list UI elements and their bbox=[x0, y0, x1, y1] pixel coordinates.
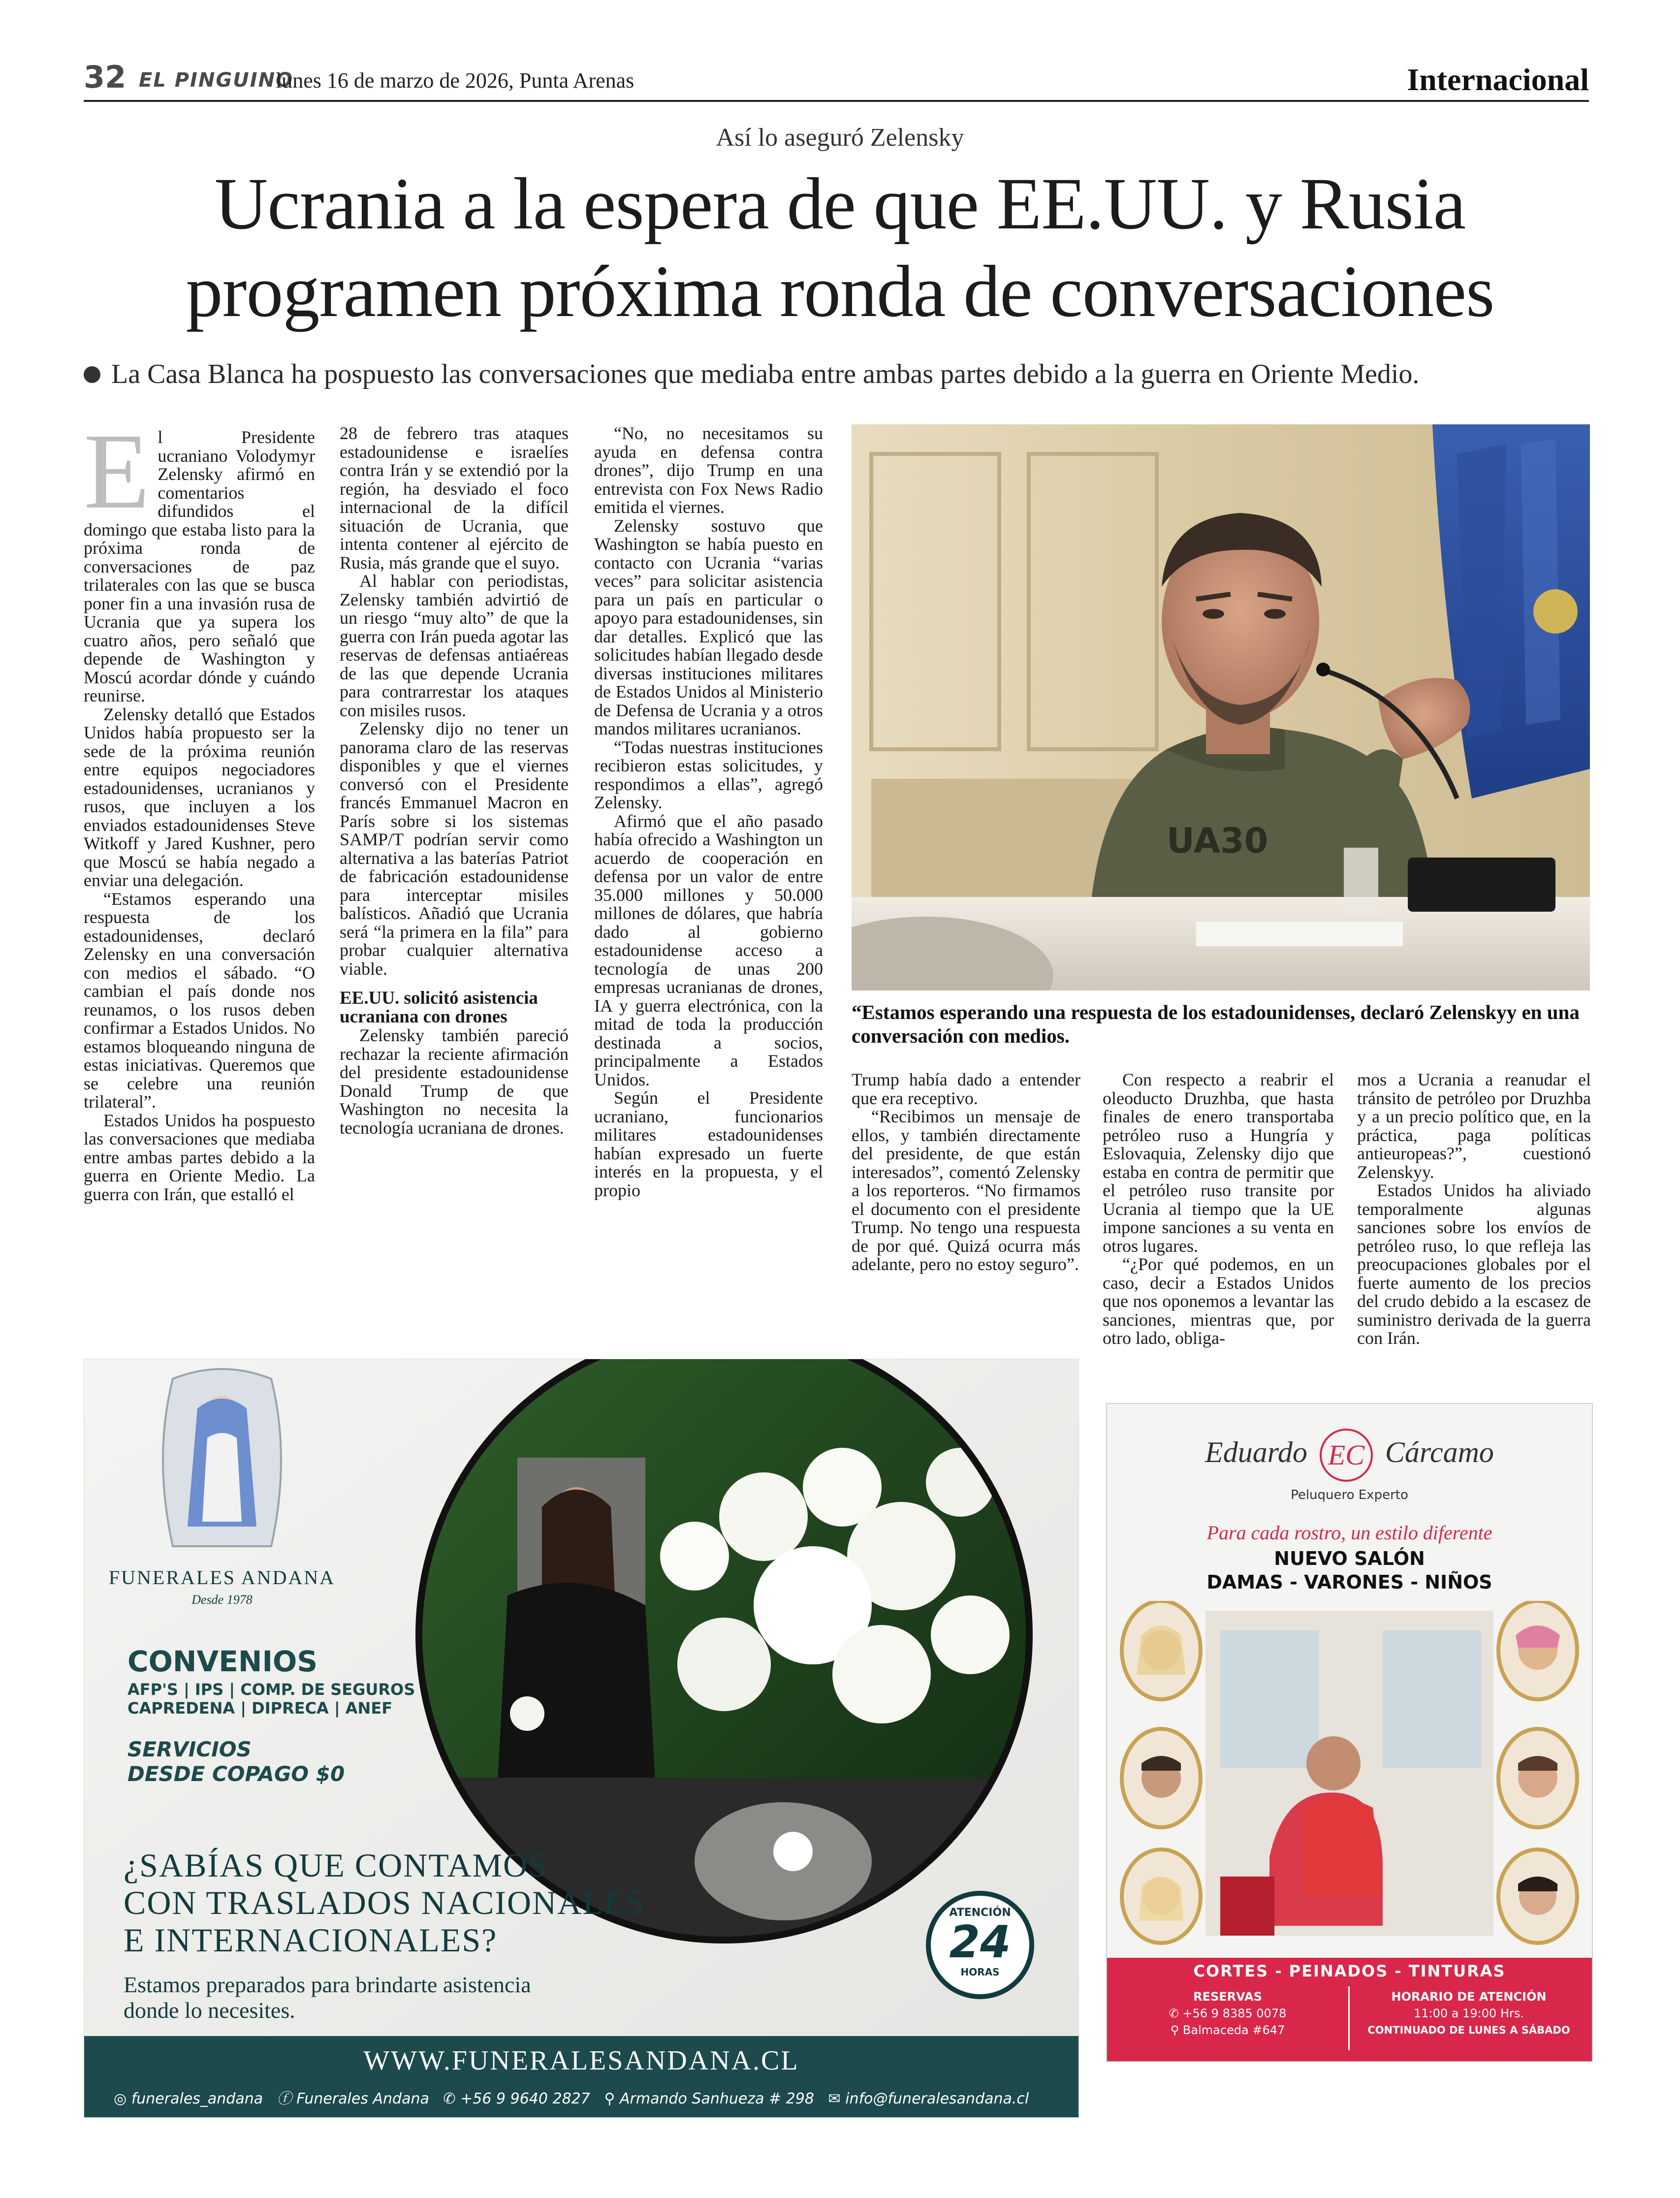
ad-salon-services: CORTES - PEINADOS - TINTURAS bbox=[1193, 1962, 1506, 1980]
bullet-icon bbox=[84, 366, 100, 383]
paragraph-text: l Presidente ucraniano Volodymyr Zelensky afirmó en comentarios difundidos el domingo que estaba listo para la próxima ronda de conversaciones de paz trilaterales con las que se busca poner fin a una invasión rusa de Ucrania que ya supera los cuatro años, pero señaló que depende de Washington y Moscú acordar dónde y cuándo reunirse. bbox=[84, 427, 315, 705]
ad-reservas-address-row bbox=[1122, 2022, 1333, 2039]
ad-question-line-2: CON TRASLADOS NACIONALES bbox=[124, 1884, 645, 1921]
article-subtitle: EE.UU. solicitó asistencia ucraniana con drones bbox=[340, 988, 538, 1027]
ad-salon-audience: DAMAS - VARONES - NIÑOS bbox=[1206, 1571, 1492, 1593]
ad-badge-top: ATENCIÓN bbox=[949, 1907, 1011, 1919]
paragraph: “Todas nuestras instituciones recibieron estas solicitudes, y respondimos a ellas”, agregó Zelensky. bbox=[594, 737, 823, 812]
ad-assist-line-2: donde lo necesites. bbox=[124, 1998, 295, 2023]
ad-salon-new: NUEVO SALÓN bbox=[1274, 1548, 1425, 1569]
ad-question bbox=[124, 1847, 645, 1959]
paragraph: Zelensky sostuvo que Washington se había puesto en contacto con Ucrania “varias veces” para solicitar asistencia para un país en particular o apoyo para estadounidenses, sin dar detalles. Explicó que las solicitudes habían llegado desde diversas instituciones militares de Estados Unidos al Ministerio de Defensa de Ucrania y a otros mandos militares ucranianos. bbox=[594, 515, 823, 738]
newspaper-logo: EL PINGUINO bbox=[139, 69, 294, 92]
headline-line-1: Ucrania a la espera de que EE.UU. y Rusia bbox=[214, 163, 1466, 245]
ad-reservas-phone-row bbox=[1122, 2005, 1333, 2022]
ad-reservas-label: RESERVAS bbox=[1193, 1990, 1262, 2004]
ad-question-line-1: ¿SABÍAS QUE CONTAMOS bbox=[124, 1847, 548, 1884]
photo-caption: “Estamos esperando una respuesta de los estadounidenses, declaró Zelenskyy en una conversación con medios. bbox=[852, 1001, 1580, 1047]
headline bbox=[69, 160, 1611, 335]
ad-horario-label: HORARIO DE ATENCIÓN bbox=[1391, 1990, 1547, 2004]
header-rule bbox=[84, 100, 1589, 102]
article-column-2 bbox=[340, 424, 569, 1137]
kicker: Así lo aseguró Zelensky bbox=[716, 124, 964, 152]
section-title: Internacional bbox=[1407, 62, 1589, 97]
ad-reservas-phone[interactable]: +56 9 8385 0078 bbox=[1182, 2007, 1287, 2020]
ad-salon-tagline: Para cada rostro, un estilo diferente bbox=[1206, 1522, 1492, 1544]
paragraph bbox=[84, 411, 315, 705]
paragraph: mos a Ucrania a reanudar el tránsito de petróleo por Druzhba y a un precio político que, en la práctica, paga políticas antieuropeas?”, cuestionó Zelenskyy. bbox=[1357, 1070, 1591, 1182]
ad-convenios-line-2: CAPREDENA | DIPRECA | ANEF bbox=[127, 1699, 393, 1718]
ad-email[interactable]: info@funeralesandana.cl bbox=[845, 2090, 1029, 2107]
ad-phone[interactable]: +56 9 9640 2827 bbox=[460, 2090, 590, 2107]
ad-salon-role: Peluquero Experto bbox=[1291, 1488, 1408, 1502]
mail-icon: ✉ bbox=[828, 2090, 846, 2107]
ad-servicios-line-1: SERVICIOS bbox=[127, 1737, 252, 1761]
paragraph: Al hablar con periodistas, Zelensky también advirtió de un riesgo “muy alto” de que la guerra con Irán pueda agotar las reservas de defensas antiaéreas de las que depende Ucrania para contrarrestar los ataques con misiles rusos. bbox=[340, 571, 569, 720]
ad-funerales-brand: FUNERALES ANDANA bbox=[108, 1566, 336, 1589]
paragraph: Afirmó que el año pasado había ofrecido a Washington un acuerdo de cooperación en defensa por un valor de entre 35.000 millones y 50.000 millones de dólares, que habría dado al gobierno estadounidense acceso a tecnología de unas 200 empresas ucranianas de drones, IA y guerra electrónica, con la mitad de toda la producción destinada a socios, principalmente a Estados Unidos. bbox=[594, 811, 823, 1089]
phone-icon: ✆ bbox=[443, 2090, 461, 2107]
ad-address: Armando Sanhueza # 298 bbox=[619, 2090, 814, 2107]
dropcap: E bbox=[84, 411, 150, 531]
paragraph: 28 de febrero tras ataques estadounidense e israelíes contra Irán y se extendió por la región, ha desviado el foco internacional de la difícil situación de Ucrania, que intenta contener al ejército de Rusia, más grande que el suyo. bbox=[340, 423, 569, 573]
ad-salon-graphic bbox=[1107, 1601, 1592, 1945]
paragraph: Según el Presidente ucraniano, funcionarios militares estadounidenses habían expresado un fuerte interés en la propuesta, y el propio bbox=[594, 1088, 823, 1200]
article-column-1 bbox=[84, 411, 315, 1204]
paragraph: Trump había dado a entender que era receptivo. bbox=[852, 1070, 1080, 1108]
ad-salon-name-left: Eduardo bbox=[1205, 1435, 1307, 1468]
ad-salon-horario bbox=[1356, 1988, 1582, 2039]
ad-funerales-since: Desde 1978 bbox=[191, 1593, 253, 1607]
ad-badge-number: 24 bbox=[949, 1916, 1011, 1968]
ad-salon-divider bbox=[1348, 1986, 1350, 2050]
ad-salon-reservas bbox=[1122, 1988, 1333, 2039]
ad-badge-bottom: HORAS bbox=[960, 1966, 1000, 1978]
location-icon: ⚲ bbox=[604, 2090, 620, 2107]
shirt-text: UA30 bbox=[1167, 821, 1268, 861]
ad-salon-footer bbox=[1107, 1958, 1592, 2061]
ad-instagram[interactable]: funerales_andana bbox=[131, 2090, 263, 2107]
paragraph: Zelensky detalló que Estados Unidos había propuesto ser la sede de la próxima reunión entre equipos negociadores estadounidenses, ucranianos y rusos, que incluyen a los enviados estadounidenses Steve Witkoff y Jared Kushner, pero que Moscú se había negado a enviar una delegación. bbox=[84, 704, 315, 890]
article-column-4 bbox=[852, 1071, 1080, 1274]
paragraph: Zelensky también pareció rechazar la reciente afirmación del presidente estadounidense Donald Trump de que Washington no necesita la tecnología ucraniana de drones. bbox=[340, 1025, 569, 1138]
ad-contact-row bbox=[114, 2086, 1064, 2108]
location-icon: ⚲ bbox=[1170, 2023, 1183, 2037]
photo-illustration bbox=[852, 424, 1590, 990]
paragraph: “Estamos esperando una respuesta de los estadounidenses, declaró Zelensky en una conversación con medios el sábado. “O cambian el país donde nos reunamos, o los rusos deben confirmar a Estados Unidos. No estamos bloqueando ninguna de estas iniciativas. Queremos que se celebre una reunión trilateral”. bbox=[84, 889, 315, 1112]
ad-assist-line-1: Estamos preparados para brindarte asistencia bbox=[124, 1972, 531, 1997]
ad-question-line-3: E INTERNACIONALES? bbox=[124, 1921, 498, 1959]
ad-salon-monogram: EC bbox=[1320, 1429, 1373, 1482]
ad-funerales-andana[interactable] bbox=[84, 1359, 1079, 2118]
subhead-text: La Casa Blanca ha pospuesto las conversaciones que mediaba entre ambas partes debido a la guerra en Oriente Medio. bbox=[111, 359, 1420, 389]
article-column-3 bbox=[594, 424, 823, 1200]
headline-line-2: programen próxima ronda de conversaciones bbox=[186, 251, 1494, 332]
article-column-5 bbox=[1103, 1071, 1334, 1348]
ad-salon-name-right: Cárcamo bbox=[1385, 1435, 1494, 1468]
ad-reservas-address: Balmaceda #647 bbox=[1182, 2023, 1285, 2037]
paragraph: Estados Unidos ha pospuesto las conversaciones que mediaba entre ambas partes debido a la guerra en Oriente Medio. La guerra con Irán, que estalló el bbox=[84, 1110, 315, 1204]
paragraph: Estados Unidos ha aliviado temporalmente algunas sanciones sobre los envíos de petróleo ruso, lo que refleja las preocupaciones globales por el fuerte aumento de los precios del crudo debido a la escasez de suministro derivada de la guerra con Irán. bbox=[1357, 1180, 1591, 1348]
paragraph: “No, no necesitamos su ayuda en defensa contra drones”, dijo Trump en una entrevista con Fox News Radio emitida el viernes. bbox=[594, 423, 823, 517]
page-number: 32 bbox=[84, 59, 127, 95]
date-line: lunes 16 de marzo de 2026, Punta Arenas bbox=[276, 68, 634, 93]
ad-24h-badge bbox=[926, 1891, 1034, 1999]
ad-salon-eduardo[interactable] bbox=[1106, 1403, 1593, 2062]
paragraph: “Recibimos un mensaje de ellos, y también directamente del presidente, de que están interesados”, comentó Zelensky a los reporteros. “No firmamos el documento con el presidente Trump. No tengo una respuesta de por qué. Quizá ocurra más adelante, pero no estoy seguro”. bbox=[852, 1107, 1080, 1274]
facebook-icon: ⓕ bbox=[277, 2090, 297, 2107]
whatsapp-icon: ✆ bbox=[1169, 2007, 1183, 2020]
ad-website-link[interactable]: WWW.FUNERALESANDANA.CL bbox=[363, 2045, 799, 2076]
ad-servicios-line-2: DESDE COPAGO $0 bbox=[127, 1762, 345, 1786]
subhead bbox=[84, 358, 1610, 390]
ad-facebook[interactable]: Funerales Andana bbox=[296, 2090, 429, 2107]
ad-horario-hours: 11:00 a 19:00 Hrs. bbox=[1414, 2007, 1524, 2020]
article-column-6 bbox=[1357, 1071, 1591, 1348]
ad-salon-name bbox=[1107, 1429, 1592, 1482]
ad-funerales-footer bbox=[84, 2036, 1078, 2117]
ad-horario-days: CONTINUADO DE LUNES A SÁBADO bbox=[1367, 2024, 1570, 2036]
paragraph: “¿Por qué podemos, en un caso, decir a Estados Unidos que nos oponemos a levantar las sanciones, mientras que, por otro lado, obliga- bbox=[1103, 1254, 1334, 1348]
ad-assist bbox=[124, 1972, 531, 2023]
article-photo bbox=[852, 424, 1590, 990]
ad-convenios-line-1: AFP'S | IPS | COMP. DE SEGUROS bbox=[127, 1680, 415, 1699]
paragraph: Con respecto a reabrir el oleoducto Druzhba, que hasta finales de enero transportaba petróleo ruso a Hungría y Eslovaquia, Zelensky dijo que estaba en contra de permitir que el petróleo ruso transite por Ucrania al tiempo que la UE impone sanciones a su venta en otros lugares. bbox=[1103, 1070, 1334, 1256]
paragraph: Zelensky dijo no tener un panorama claro de las reservas disponibles y que el viernes conversó con el Presidente francés Emmanuel Macron en París sobre si los sistemas SAMP/T podrían servir como alternativa a las baterías Patriot de fabricación estadounidense para interceptar misiles balísticos. Añadió que Ucrania será “la primera en la fila” para probar cualquier alternativa viable. bbox=[340, 719, 569, 979]
ad-convenios-title: CONVENIOS bbox=[127, 1645, 318, 1678]
instagram-icon: ◎ bbox=[114, 2090, 131, 2107]
